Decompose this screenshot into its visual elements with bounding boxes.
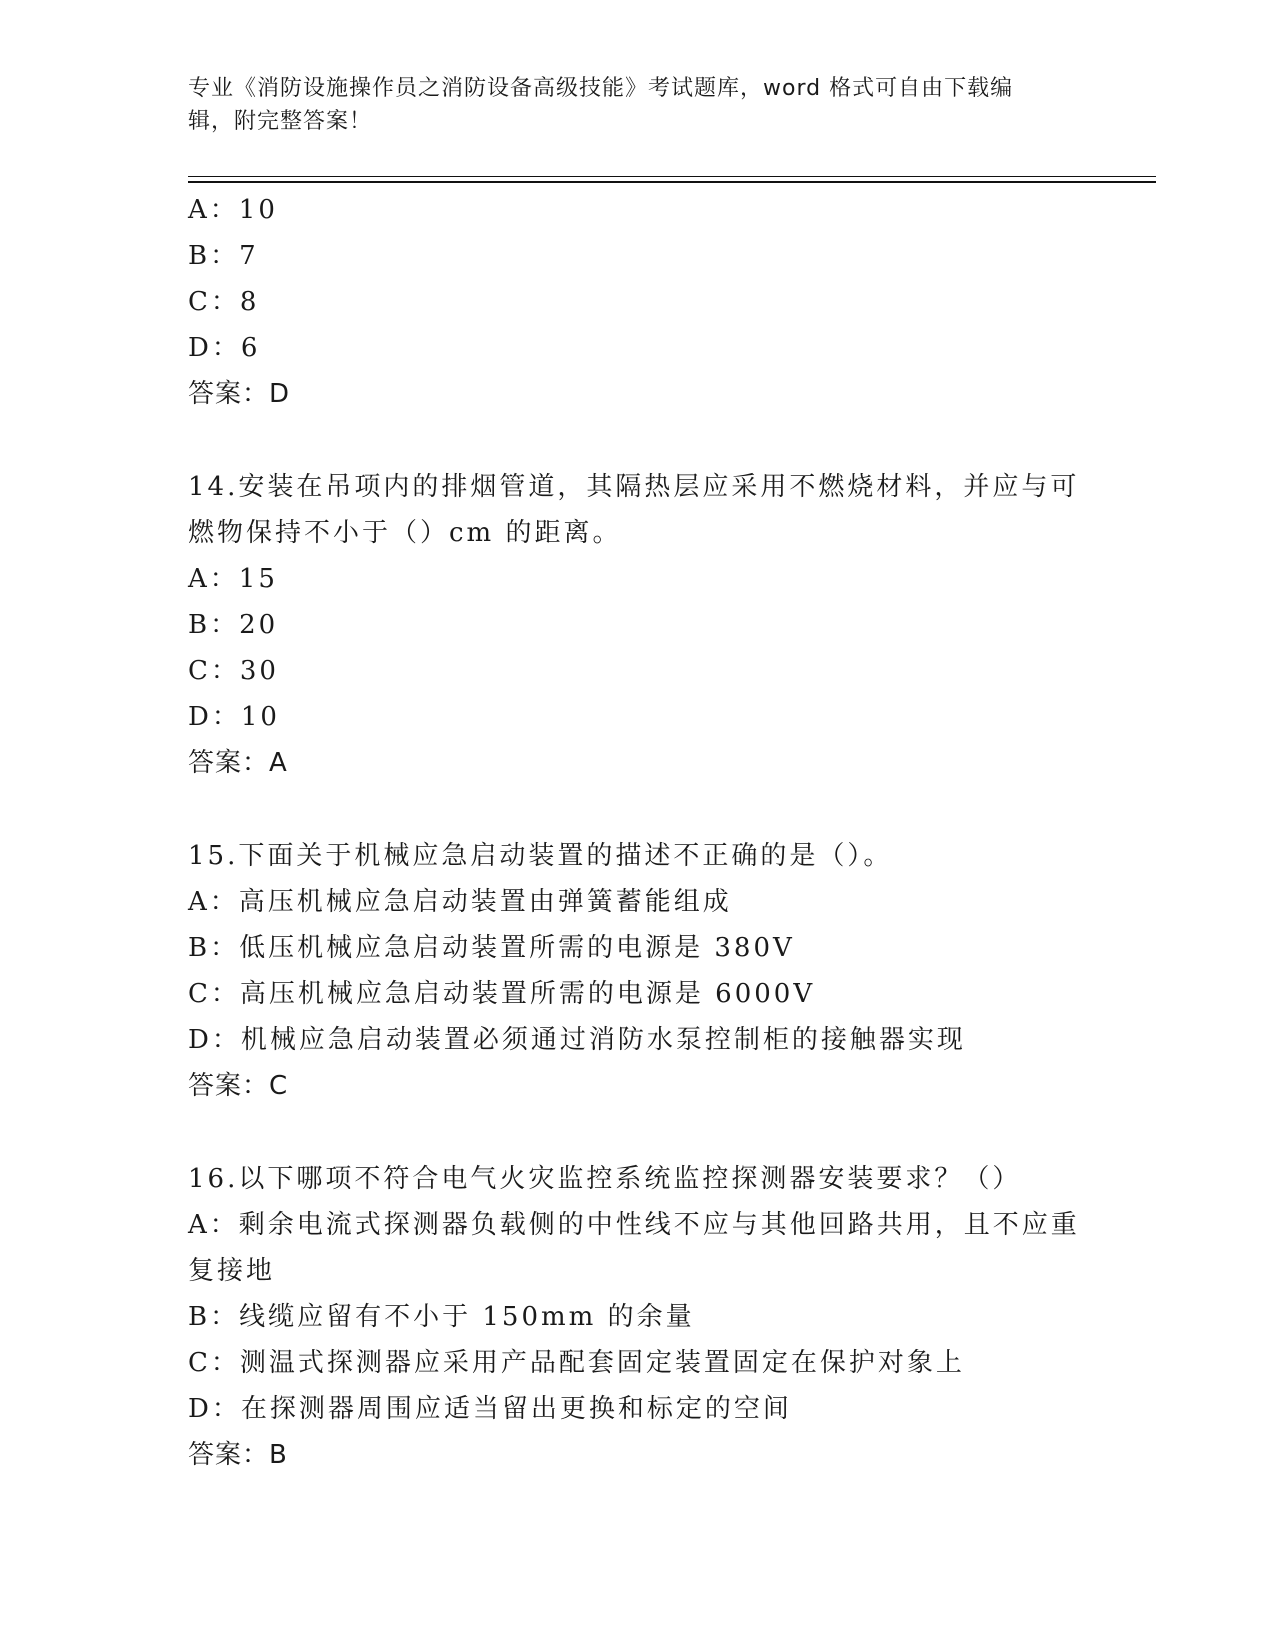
header-line-1: 专业《消防设施操作员之消防设备高级技能》考试题库，word 格式可自由下载编: [188, 76, 1014, 101]
answer: 答案：A: [188, 748, 288, 778]
header-divider-thick: [188, 181, 1156, 183]
question-stem: 14.安装在吊项内的排烟管道，其隔热层应采用不燃烧材料，并应与可: [188, 472, 1080, 502]
option-d: D：10: [188, 702, 280, 732]
question-14: [188, 464, 1088, 786]
option-a: A：15: [188, 564, 278, 594]
answer: 答案：B: [188, 1440, 288, 1470]
option-b: B：低压机械应急启动装置所需的电源是 380V: [188, 933, 795, 963]
option-b: B：7: [188, 241, 259, 271]
option-a: A：10: [188, 195, 278, 225]
header-divider-thin: [188, 176, 1156, 177]
option-c: C：测温式探测器应采用产品配套固定装置固定在保护对象上: [188, 1348, 965, 1378]
question-stem-continued: 燃物保持不小于（）cm 的距离。: [188, 518, 622, 548]
question-15: [188, 833, 1088, 1109]
option-a: A：高压机械应急启动装置由弹簧蓄能组成: [188, 887, 732, 917]
question-16: [188, 1156, 1088, 1478]
option-d: D：机械应急启动装置必须通过消防水泵控制柜的接触器实现: [188, 1025, 966, 1055]
document-header: [188, 72, 1108, 138]
option-c: C：30: [188, 656, 279, 686]
option-a: A：剩余电流式探测器负载侧的中性线不应与其他回路共用，且不应重: [188, 1210, 1080, 1240]
option-d: D：在探测器周围应适当留出更换和标定的空间: [188, 1394, 792, 1424]
option-c: C：高压机械应急启动装置所需的电源是 6000V: [188, 979, 816, 1009]
question-13-continued: [188, 187, 1088, 417]
answer: 答案：C: [188, 1071, 289, 1101]
option-a-continued: 复接地: [188, 1256, 276, 1286]
question-stem: 16.以下哪项不符合电气火灾监控系统监控探测器安装要求？（）: [188, 1164, 1022, 1194]
option-b: B：线缆应留有不小于 150mm 的余量: [188, 1302, 695, 1332]
option-d: D：6: [188, 333, 261, 363]
header-line-2: 辑，附完整答案！: [188, 109, 373, 134]
option-b: B：20: [188, 610, 279, 640]
option-c: C：8: [188, 287, 260, 317]
question-stem: 15.下面关于机械应急启动装置的描述不正确的是（）。: [188, 841, 893, 871]
answer: 答案：D: [188, 379, 291, 409]
question-list: [188, 187, 1088, 1478]
